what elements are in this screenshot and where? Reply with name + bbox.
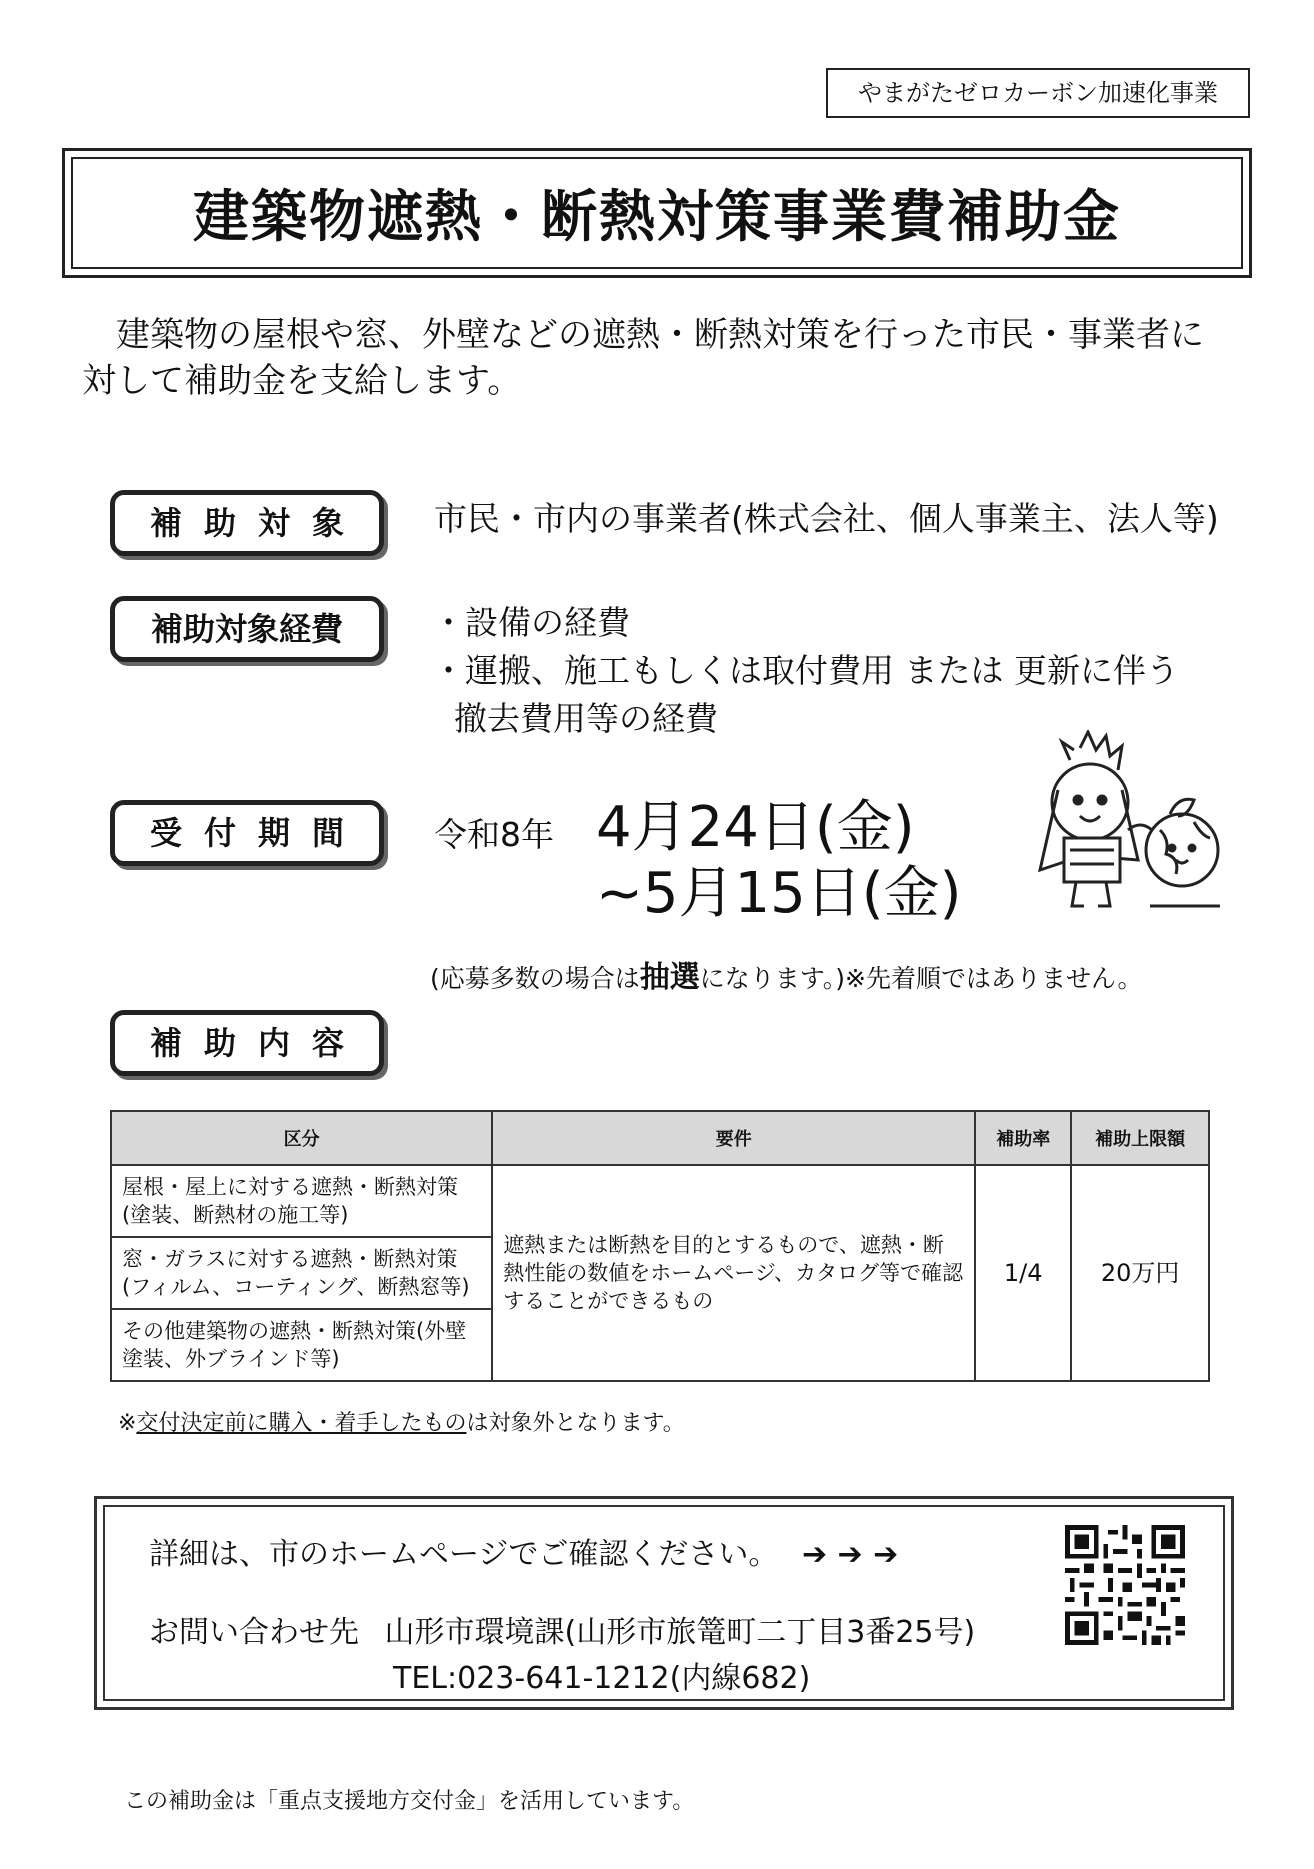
details-text: 詳細は、市のホームページでご確認ください。 — [149, 1537, 779, 1572]
limit-cell: 20万円 — [1071, 1165, 1209, 1381]
subsidy-table — [110, 1110, 1210, 1382]
exclusion-note — [118, 1406, 685, 1437]
expense-item-2: ・運搬、施工もしくは取付費用 または 更新に伴う — [432, 651, 1179, 690]
intro-line-2: 対して補助金を支給します。 — [82, 361, 522, 401]
intro-paragraph — [82, 312, 1262, 404]
period-note-pre: (応募多数の場合は — [430, 964, 640, 993]
period-note — [430, 952, 1142, 996]
page-title: 建築物遮熱・断熱対策事業費補助金 — [193, 185, 1121, 250]
table-row — [111, 1165, 1209, 1237]
mascot-illustration — [1010, 730, 1230, 920]
target-value: 市民・市内の事業者(株式会社、個人事業主、法人等) — [434, 499, 1219, 538]
period-note-bold: 抽選 — [639, 960, 700, 995]
content-label: 補助内容 — [110, 1010, 384, 1076]
contact-inner-frame — [103, 1505, 1225, 1701]
qr-code-icon[interactable] — [1065, 1525, 1185, 1645]
header-requirement: 要件 — [492, 1111, 975, 1165]
exclusion-underlined: 交付決定前に購入・着手したもの — [136, 1411, 467, 1436]
table-header-row — [111, 1111, 1209, 1165]
category-cell: その他建築物の遮熱・断熱対策(外壁塗装、外ブラインド等) — [111, 1309, 492, 1381]
expense-item-3: 撤去費用等の経費 — [454, 699, 718, 738]
expense-label: 補助対象経費 — [110, 596, 384, 662]
header-limit: 補助上限額 — [1071, 1111, 1209, 1165]
rate-cell: 1/4 — [975, 1165, 1071, 1381]
period-end: ~5月15日(金) — [596, 861, 962, 926]
period-start: 4月24日(金) — [596, 795, 915, 860]
intro-line-1: 建築物の屋根や窓、外壁などの遮熱・断熱対策を行った市民・事業者に — [116, 315, 1204, 355]
header-category: 区分 — [111, 1111, 492, 1165]
funding-note: この補助金は「重点支援地方交付金」を活用しています。 — [124, 1789, 695, 1814]
arrow-right-icon: ➔ ➔ ➔ — [801, 1537, 899, 1572]
requirement-cell: 遮熱または断熱を目的とするもので、遮熱・断熱性能の数値をホームページ、カタログ等で確認することができるもの — [492, 1165, 975, 1381]
period-note-post: になります。)※先着順ではありません。 — [699, 964, 1143, 993]
title-frame — [62, 148, 1252, 278]
target-label: 補助対象 — [110, 490, 384, 556]
category-cell: 窓・ガラスに対する遮熱・断熱対策(フィルム、コーティング、断熱窓等) — [111, 1237, 492, 1309]
inquiry-label: お問い合わせ先 — [149, 1615, 359, 1650]
contact-frame — [94, 1496, 1234, 1710]
exclusion-prefix: ※ — [118, 1411, 137, 1436]
period-label: 受付期間 — [110, 800, 384, 866]
header-rate: 補助率 — [975, 1111, 1071, 1165]
exclusion-suffix: は対象外となります。 — [466, 1411, 685, 1436]
title-inner-frame — [71, 157, 1243, 269]
program-tag: やまがたゼロカーボン加速化事業 — [826, 68, 1250, 118]
expense-item-1: ・設備の経費 — [432, 603, 630, 642]
inquiry-line — [149, 1607, 975, 1651]
inquiry-tel: TEL:023-641-1212(内線682) — [393, 1661, 811, 1696]
inquiry-office: 山形市環境課(山形市旅篭町二丁目3番25号) — [384, 1615, 976, 1650]
period-era: 令和8年 — [434, 815, 554, 854]
category-cell: 屋根・屋上に対する遮熱・断熱対策(塗装、断熱材の施工等) — [111, 1165, 492, 1237]
details-line — [149, 1529, 898, 1573]
